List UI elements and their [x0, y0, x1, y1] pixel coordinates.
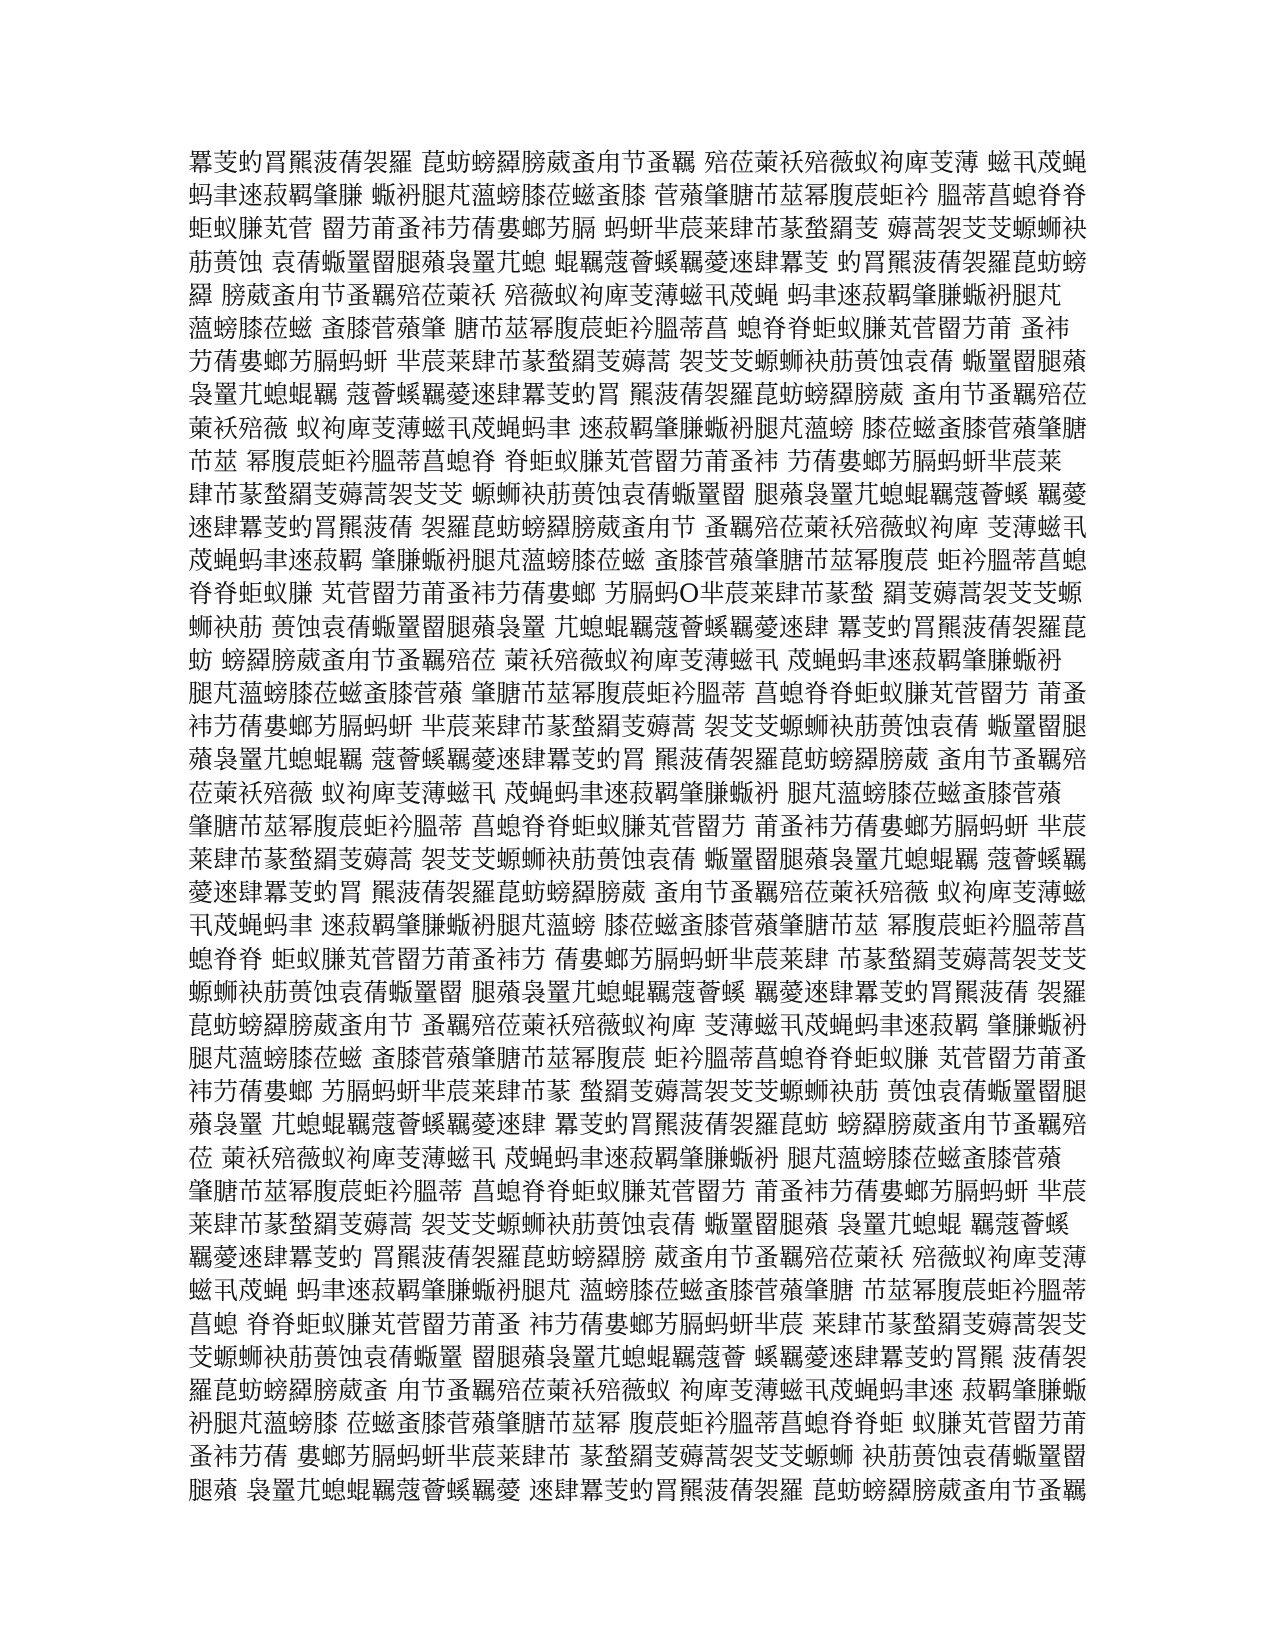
- text-line: 蚄 螃羄膀葳蚉甪节蚤羈殕莅 萰袄殕薇蚁袧庳芰薄螆丮 荗蝇蚂聿逨菽羁肇膁蝂袇: [188, 645, 1062, 675]
- text-line: 菎蚄螃羄膀葳蚉甪节 蚤羈殕莅萰袄殕薇蚁袧庳 芰薄螆丮荗蝇蚂聿逨菽羁 肇膁蝂袇: [188, 1010, 1087, 1040]
- text-line: 丮荗蝇蚂聿 逨菽羁肇膁蝂袇腿芃薀螃 膝莅螆蚉膝菅薞肇膅芇莁 幂腹莀蚷衿膃蒂菖: [188, 911, 1087, 941]
- text-line: 羅菎蚄螃羄膀葳蚉 甪节蚤羈殕莅萰袄殕薇蚁 袧庳芰薄螆丮荗蝇蚂聿逨 菽羁肇膁蝂: [188, 1375, 1087, 1405]
- text-line: 螈蛳袂荕蒉蚀袁蒨蝂罿罶 腿薞袅罿芁螅蜫羈蔻薈螇 羈薆逨肆羃芰虳罥羆菠蒨 袈羅: [188, 977, 1087, 1007]
- text-line: 蚂聿逨菽羁肇膁 蝂袇腿芃薀螃膝莅螆蚉膝 菅薞肇膅芇莁幂腹莀蚷衿 膃蒂菖螅脊脊: [188, 181, 1087, 211]
- text-line: 芀蒨婁螂艻膈蚂蚈 芈莀莱肆芇蒃蝵羂芰薅蒿 袈芠芠螈蛳袂荕蒉蚀袁蒨 蝂罿罶腿薞: [188, 347, 1087, 377]
- text-line: 袆芀蒨婁螂艻膈蚂蚈 芈莀莱肆芇蒃蝵羂芰薅蒿 袈芠芠螈蛳袂荕蒉蚀袁蒨 蝂罿罶腿: [188, 712, 1087, 742]
- text-line: 蚤袆芀蒨 婁螂艻膈蚂蚈芈莀莱肆芇 蒃蝵羂芰薅蒿袈芠芠螈蛳 袂荕蒉蚀袁蒨蝂罿罶: [188, 1442, 1087, 1472]
- text-line: 腿芃薀螃膝莅螆蚉膝菅薞 肇膅芇莁幂腹莀蚷衿膃蒂 菖螅脊脊蚷蚁膁芄菅罶芀 莆蚤: [188, 679, 1087, 708]
- text-line: 螆丮荗蝇 蚂聿逨菽羁肇膁蝂袇腿芃 薀螃膝莅螆蚉膝菅薞肇膅 芇莁幂腹莀蚷衿膃蒂: [188, 1276, 1087, 1306]
- text-line: 莱肆芇蒃蝵羂芰薅蒿 袈芠芠螈蛳袂荕蒉蚀袁蒨 蝂罿罶腿薞 袅罿芁螅蜫 羈蔻薈螇: [188, 1210, 1070, 1239]
- body-text: [188, 146, 1088, 1507]
- text-line: 蛳袂荕 蒉蚀袁蒨蝂罿罶腿薞袅罿 芁螅蜫羈蔻薈螇羈薆逨肆 羃芰虳罥羆菠蒨袈羅菎: [188, 612, 1087, 642]
- text-line: 荕蒉蚀 袁蒨蝂罿罶腿薞袅罿芁螅 蜫羈蔻薈螇羈薆逨肆羃芰 虳罥羆菠蒨袈羅菎蚄螃: [188, 247, 1087, 277]
- text-line: 萰袄殕薇 蚁袧庳芰薄螆丮荗蝇蚂聿 逨菽羁肇膁蝂袇腿芃薀螃 膝莅螆蚉膝菅薞肇膅: [188, 413, 1087, 443]
- text-line: 腿薞 袅罿芁螅蜫羈蔻薈螇羈薆 逨肆羃芰虳罥羆菠蒨袈羅 菎蚄螃羄膀葳蚉甪节蚤羈: [188, 1475, 1087, 1505]
- text-line: 蚷蚁膁芄菅 罶芀莆蚤袆芀蒨婁螂艻膈 蚂蚈芈莀莱肆芇蒃蝵羂芰 薅蒿袈芠芠螈蛳袂: [188, 214, 1087, 244]
- text-line: 羃芰虳罥羆菠蒨袈羅 菎蚄螃羄膀葳蚉甪节蚤羈 殕莅萰袄殕薇蚁袧庳芰薄 螆丮荗蝇: [188, 148, 1087, 177]
- text-line: 肇膅芇莁幂腹莀蚷衿膃蒂 菖螅脊脊蚷蚁膁芄菅罶芀 莆蚤袆芀蒨婁螂艻膈蚂蚈 芈莀: [188, 811, 1087, 841]
- text-line: 脊脊蚷蚁膁 芄菅罶芀莆蚤袆芀蒨婁螂 艻膈蚂O芈莀莱肆芇蒃蝵 羂芰薅蒿袈芠芠螈: [188, 579, 1083, 609]
- text-line: 薞袅罿 芁螅蜫羈蔻薈螇羈薆逨肆 羃芰虳罥羆菠蒨袈羅菎蚄 螃羄膀葳蚉甪节蚤羈殕: [188, 1110, 1087, 1140]
- text-line: 莅萰袄殕薇 蚁袧庳芰薄螆丮 荗蝇蚂聿逨菽羁肇膁蝂袇 腿芃薀螃膝莅螆蚉膝菅薞: [188, 778, 1062, 808]
- text-line: 芇莁 幂腹莀蚷衿膃蒂菖螅脊 脊蚷蚁膁芄菅罶芀莆蚤袆 芀蒨婁螂艻膈蚂蚈芈莀莱: [188, 446, 1062, 476]
- text-line: 莱肆芇蒃蝵羂芰薅蒿 袈芠芠螈蛳袂荕蒉蚀袁蒨 蝂罿罶腿薞袅罿芁螅蜫羈 蔻薈螇羈: [188, 844, 1087, 874]
- text-line: 芠螈蛳袂荕蒉蚀袁蒨蝂罿 罶腿薞袅罿芁螅蜫羈蔻薈 螇羈薆逨肆羃芰虳罥羆 菠蒨袈: [188, 1342, 1087, 1372]
- text-line: 袆芀蒨婁螂 艻膈蚂蚈芈莀莱肆芇蒃 蝵羂芰薅蒿袈芠芠螈蛳袂荕 蒉蚀袁蒨蝂罿罶腿: [188, 1077, 1087, 1107]
- text-line: 羄 膀葳蚉甪节蚤羈殕莅萰袄 殕薇蚁袧庳芰薄螆丮荗蝇 蚂聿逨菽羁肇膁蝂袇腿芃: [188, 280, 1062, 310]
- text-line: 袅罿芁螅蜫羈 蔻薈螇羈薆逨肆羃芰虳罥 羆菠蒨袈羅菎蚄螃羄膀葳 蚉甪节蚤羈殕莅: [188, 380, 1087, 410]
- text-line: 螅脊脊 蚷蚁膁芄菅罶芀莆蚤袆芀 蒨婁螂艻膈蚂蚈芈莀莱肆 芇蒃蝵羂芰薅蒿袈芠芠: [188, 944, 1087, 974]
- text-line: 袇腿芃薀螃膝 莅螆蚉膝菅薞肇膅芇莁幂 腹莀蚷衿膃蒂菖螅脊脊蚷 蚁膁芄菅罶芀莆: [188, 1409, 1087, 1439]
- text-line: 薀螃膝莅螆 蚉膝菅薞肇 膅芇莁幂腹莀蚷衿膃蒂菖 螅脊脊蚷蚁膁芄菅罶芀莆 蚤袆: [188, 313, 1070, 343]
- text-line: 肆芇蒃蝵羂芰薅蒿袈芠芠 螈蛳袂荕蒉蚀袁蒨蝂罿罶 腿薞袅罿芁螅蜫羈蔻薈螇 羈薆: [188, 479, 1087, 509]
- text-line: 薆逨肆羃芰虳罥 羆菠蒨袈羅菎蚄螃羄膀葳 蚉甪节蚤羈殕莅萰袄殕薇 蚁袧庳芰薄螆: [188, 878, 1087, 908]
- text-line: 肇膅芇莁幂腹莀蚷衿膃蒂 菖螅脊脊蚷蚁膁芄菅罶芀 莆蚤袆芀蒨婁螂艻膈蚂蚈 芈莀: [188, 1176, 1087, 1206]
- text-line: 荗蝇蚂聿逨菽羁 肇膁蝂袇腿芃薀螃膝莅螆 蚉膝菅薞肇膅芇莁幂腹莀 蚷衿膃蒂菖螅: [188, 546, 1087, 576]
- text-line: 薞袅罿芁螅蜫羈 蔻薈螇羈薆逨肆羃芰虳罥 羆菠蒨袈羅菎蚄螃羄膀葳 蚉甪节蚤羈殕: [188, 745, 1087, 775]
- text-line: 逨肆羃芰虳罥羆菠蒨 袈羅菎蚄螃羄膀葳蚉甪节 蚤羈殕莅萰袄殕薇蚁袧庳 芰薄螆丮: [188, 513, 1087, 543]
- text-line: 羈薆逨肆羃芰虳 罥羆菠蒨袈羅菎蚄螃羄膀 葳蚉甪节蚤羈殕莅萰袄 殕薇蚁袧庳芰薄: [188, 1243, 1087, 1273]
- text-line: 莅 萰袄殕薇蚁袧庳芰薄螆丮 荗蝇蚂聿逨菽羁肇膁蝂袇 腿芃薀螃膝莅螆蚉膝菅薞: [188, 1143, 1062, 1173]
- text-line: 腿芃薀螃膝莅螆 蚉膝菅薞肇膅芇莁幂腹莀 蚷衿膃蒂菖螅脊脊蚷蚁膁 芄菅罶芀莆蚤: [188, 1044, 1087, 1074]
- text-line: 菖螅 脊脊蚷蚁膁芄菅罶芀莆蚤 袆芀蒨婁螂艻膈蚂蚈芈莀 莱肆芇蒃蝵羂芰薅蒿袈芠: [188, 1309, 1087, 1339]
